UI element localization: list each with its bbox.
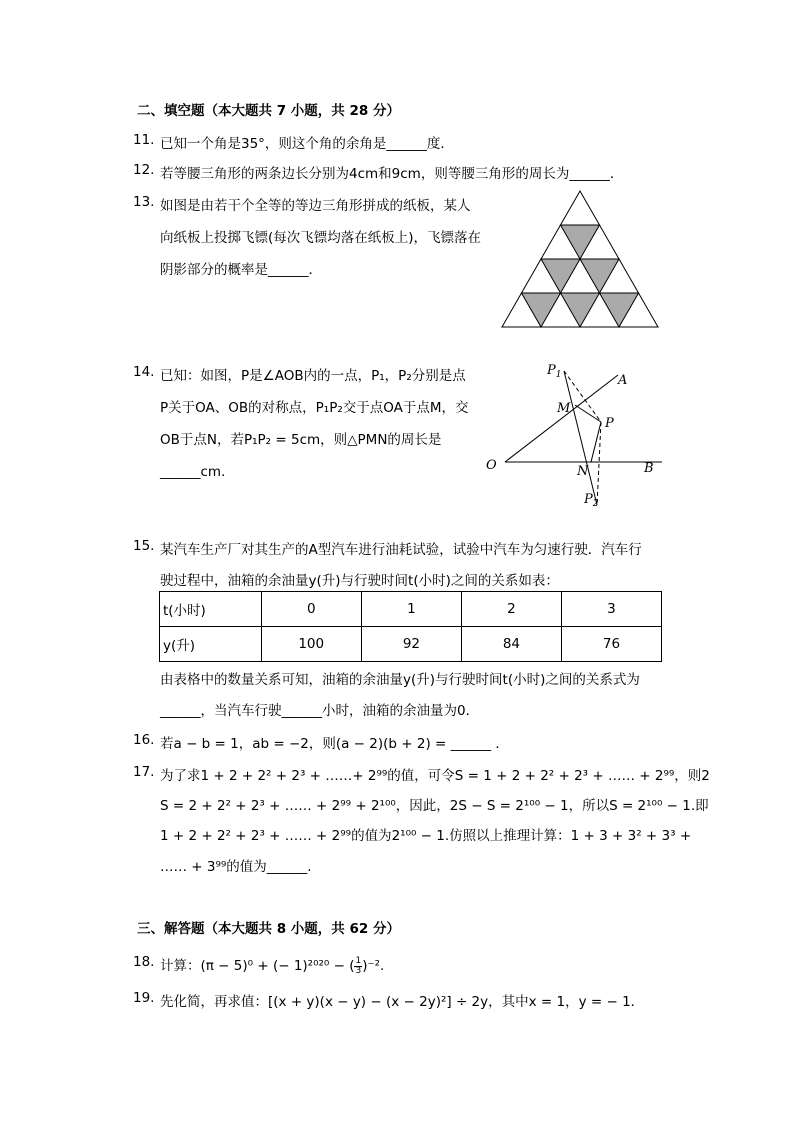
shaded-triangle — [580, 259, 619, 293]
q19-number: 19. — [133, 990, 155, 1006]
q18-number: 18. — [133, 954, 155, 970]
section-3-heading: 三、解答题（本大题共 8 小题，共 62 分） — [137, 921, 400, 937]
q13-line-3: 阴影部分的概率是______． — [160, 262, 322, 278]
shaded-triangle — [522, 293, 561, 327]
segment-mp — [575, 405, 601, 422]
shaded-triangle — [561, 293, 600, 327]
shaded-triangle — [541, 259, 580, 293]
table-cell: 100 — [261, 627, 361, 662]
label-B: B — [644, 461, 654, 476]
table-cell: 1 — [361, 592, 461, 627]
label-P1: $P_1$ — [547, 363, 562, 380]
q17-line-2: S = 2 + 2² + 2³ + …… + 2⁹⁹ + 2¹⁰⁰，因此，2S − S = 2¹⁰⁰ − 1，所以S = 2¹⁰⁰ − 1.即 — [160, 798, 709, 814]
q17-line-1: 为了求1 + 2 + 2² + 2³ + ……+ 2⁹⁹的值，可令S = 1 + 2 + 2² + 2³ + …… + 2⁹⁹，则2 — [160, 768, 710, 784]
q18-text — [160, 954, 384, 976]
q14-geometry-figure — [480, 355, 670, 515]
label-M: M — [557, 401, 571, 416]
q14-line-4: ______cm． — [160, 464, 235, 480]
table-row — [160, 627, 662, 662]
table-cell: 84 — [461, 627, 561, 662]
q18-text-before: 计算：(π − 5)⁰ + (− 1)²⁰²⁰ − ( — [160, 958, 355, 974]
segment-p1p2 — [564, 371, 597, 505]
q17-line-3: 1 + 2 + 2² + 2³ + …… + 2⁹⁹的值为2¹⁰⁰ − 1.仿照以上推理计算：1 + 3 + 3² + 3³ + — [160, 828, 692, 844]
q18-fraction-den: 3 — [355, 965, 362, 976]
table-cell: y(升) — [160, 627, 262, 662]
table-cell: 0 — [261, 592, 361, 627]
label-A: A — [618, 373, 628, 388]
label-P2: $P_2$ — [584, 492, 599, 509]
label-N: N — [577, 464, 589, 479]
section-2-heading: 二、填空题（本大题共 7 小题，共 28 分） — [137, 103, 400, 119]
shaded-triangle — [600, 293, 639, 327]
q16-text: 若a − b = 1，ab = −2，则(a − 2)(b + 2) = ______ ． — [160, 736, 509, 752]
q14-line-1: 已知：如图，P是∠AOB内的一点，P₁，P₂分别是点 — [160, 368, 466, 384]
q15-line-2: 驶过程中，油箱的余油量y(升)与行驶时间t(小时)之间的关系如表： — [160, 573, 559, 589]
q18-text-after: )⁻². — [362, 958, 385, 974]
q12-number: 12. — [133, 162, 155, 178]
table-cell: t(小时) — [160, 592, 262, 627]
q14-line-3: OB于点N，若P₁P₂ = 5cm，则△PMN的周长是 — [160, 432, 442, 448]
q15-table — [159, 591, 662, 662]
q13-line-1: 如图是由若干个全等的等边三角形拼成的纸板，某人 — [160, 198, 471, 214]
label-P: P — [605, 416, 614, 431]
q11-number: 11. — [133, 132, 155, 148]
segment-np — [591, 422, 601, 462]
q14-line-2: P关于OA、OB的对称点，P₁P₂交于点OA于点M，交 — [160, 400, 469, 416]
q12-text: 若等腰三角形的两条边长分别为4cm和9cm，则等腰三角形的周长为______． — [160, 166, 624, 182]
q15-after-1: 由表格中的数量关系可知，油箱的余油量y(升)与行驶时间t(小时)之间的关系式为 — [160, 672, 640, 688]
q19-text: 先化简，再求值：[(x + y)(x − y) − (x − 2y)²] ÷ 2y，其中x = 1，y = − 1． — [160, 994, 645, 1010]
q16-number: 16. — [133, 732, 155, 748]
table-cell: 3 — [561, 592, 661, 627]
q17-line-4: …… + 3⁹⁹的值为______. — [160, 859, 312, 875]
q15-line-1: 某汽车生产厂对其生产的A型汽车进行油耗试验，试验中汽车为匀速行驶．汽车行 — [160, 542, 642, 558]
label-O: O — [486, 458, 497, 473]
q13-number: 13. — [133, 194, 155, 210]
q11-text: 已知一个角是35°，则这个角的余角是______度． — [160, 136, 454, 152]
ray-oa — [505, 375, 618, 462]
q13-line-2: 向纸板上投掷飞镖(每次飞镖均落在纸板上)，飞镖落在 — [160, 230, 482, 246]
q15-after-2: ______，当汽车行驶______小时，油箱的余油量为0． — [160, 703, 480, 719]
q14-number: 14. — [133, 364, 155, 380]
table-row — [160, 592, 662, 627]
table-cell: 76 — [561, 627, 661, 662]
q17-number: 17. — [133, 764, 155, 780]
shaded-triangle — [561, 225, 600, 259]
table-cell: 2 — [461, 592, 561, 627]
q18-fraction-num: 1 — [355, 955, 362, 966]
table-cell: 92 — [361, 627, 461, 662]
q13-triangle-figure — [500, 190, 662, 332]
q15-number: 15. — [133, 538, 155, 554]
